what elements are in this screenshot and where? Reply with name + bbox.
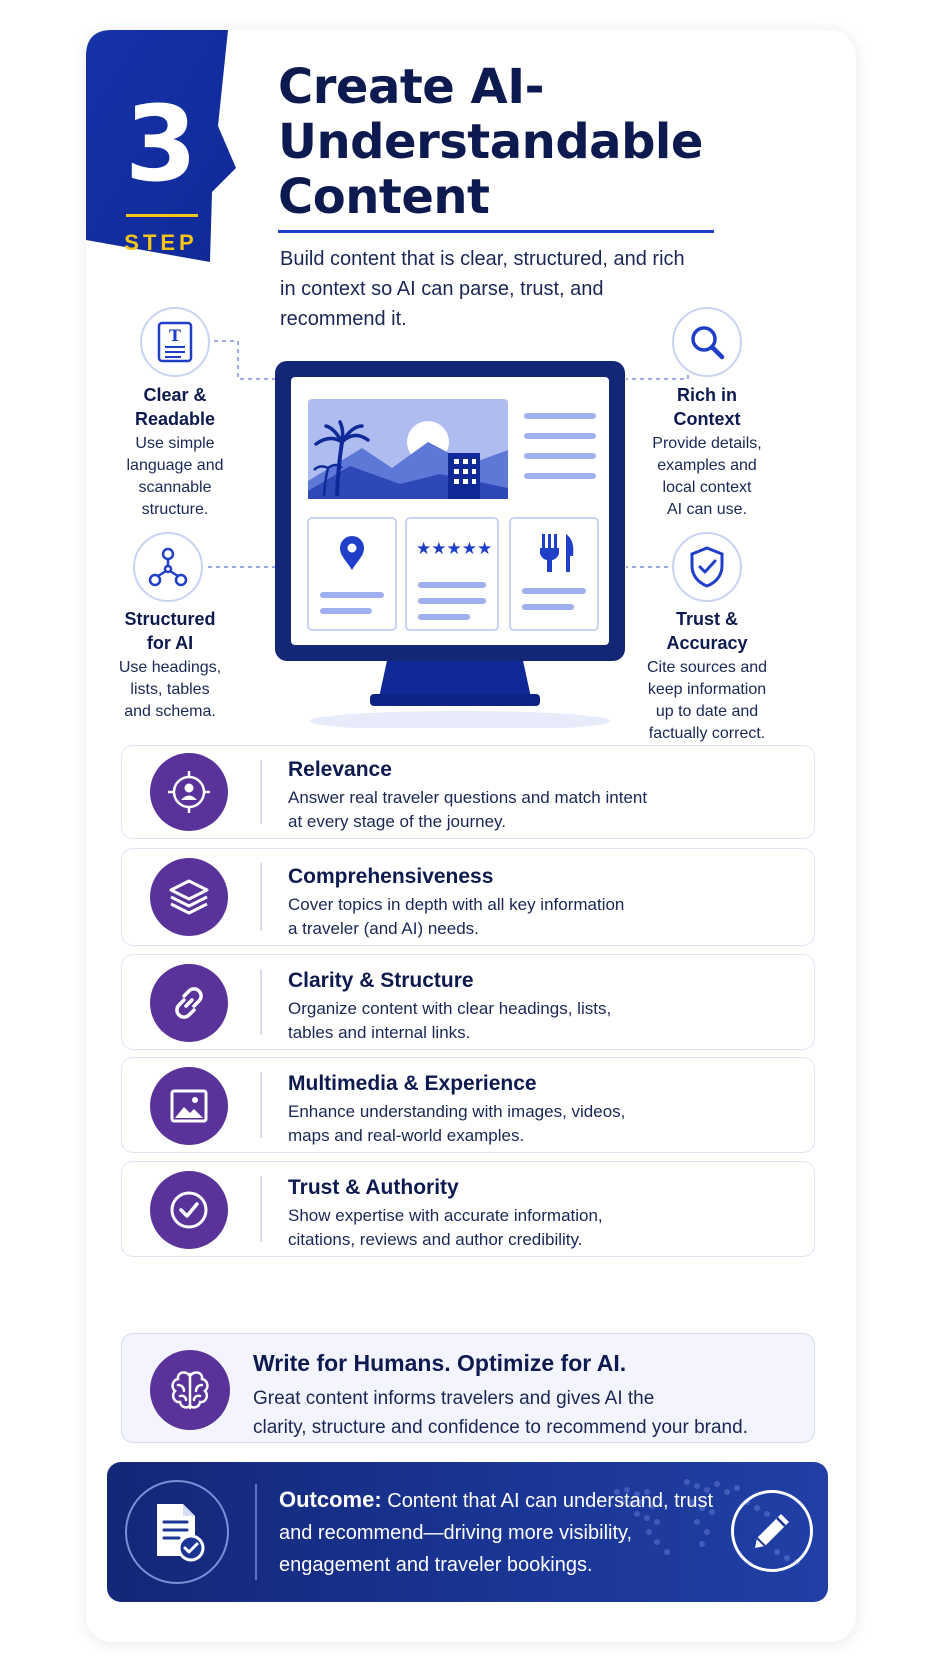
pencil-icon (731, 1490, 813, 1572)
feature-rich-desc (627, 433, 787, 521)
pillar-desc (288, 997, 798, 1045)
highlight-desc-line-1: Great content informs travelers and gives AI the (253, 1388, 655, 1409)
intro-line-1: Build content that is clear, structured, and rich (280, 248, 685, 270)
intro-line-2: in context so AI can parse, trust, and (280, 278, 604, 300)
monitor-illustration (270, 356, 630, 728)
pillar-row-clarity (121, 954, 815, 1050)
outcome-text-line-3: engagement and traveler bookings. (279, 1554, 593, 1576)
pillar-desc-line-1: Enhance understanding with images, videos, (288, 1102, 626, 1121)
pillar-desc-line-1: Show expertise with accurate information, (288, 1206, 603, 1225)
feature-clear-desc-3: scannable (138, 479, 212, 496)
svg-text:★★★★★: ★★★★★ (416, 539, 493, 559)
highlight-box (121, 1333, 815, 1443)
outcome-banner (107, 1462, 828, 1602)
check-circle-icon (150, 1171, 228, 1249)
pillar-desc-line-1: Cover topics in depth with all key information (288, 895, 625, 914)
pillar-row-comprehensiveness (121, 848, 815, 946)
svg-text:T: T (169, 326, 181, 345)
feature-structured-desc (90, 657, 250, 723)
pillar-desc-line-2: maps and real-world examples. (288, 1126, 525, 1145)
feature-structured-desc-3: and schema. (124, 703, 216, 720)
feature-structured-title-2: for AI (146, 633, 194, 653)
feature-trust-title-2: Accuracy (666, 633, 748, 653)
feature-rich-title-2: Context (673, 409, 741, 429)
shield-check-icon (672, 532, 742, 602)
feature-clear-desc-4: structure. (141, 501, 209, 518)
outcome-text-line-1: Content that AI can understand, trust (381, 1490, 714, 1512)
feature-trust-title (627, 607, 787, 655)
pillar-desc (288, 893, 798, 941)
outcome-text-line-2: and recommend—driving more visibility, (279, 1522, 633, 1544)
title-line-1: Create AI- (278, 59, 544, 115)
outcome-label: Outcome: (279, 1487, 382, 1512)
pillar-desc-line-2: citations, reviews and author credibility. (288, 1230, 583, 1249)
pillar-title: Relevance (288, 758, 392, 781)
title-line-3: Content (278, 169, 490, 225)
feature-rich-title (627, 383, 787, 431)
feature-trust-desc-4: factually correct. (648, 725, 766, 742)
row-divider (260, 760, 262, 824)
feature-rich-desc-4: AI can use. (666, 501, 748, 518)
feature-trust-desc-3: up to date and (655, 703, 759, 720)
pillar-row-trust (121, 1161, 815, 1257)
feature-trust-title-1: Trust & (675, 609, 738, 629)
feature-clear-desc-2: language and (126, 457, 224, 474)
pillar-title: Comprehensiveness (288, 865, 494, 888)
feature-rich-desc-1: Provide details, (652, 435, 762, 452)
feature-clear-title-1: Clear & (143, 385, 207, 405)
feature-structured-desc-2: lists, tables (130, 681, 210, 698)
feature-trust-desc-2: keep information (647, 681, 767, 698)
feature-structured-desc-1: Use headings, (118, 659, 222, 676)
pillar-title: Multimedia & Experience (288, 1072, 537, 1095)
pillar-title: Clarity & Structure (288, 969, 474, 992)
pillar-desc (288, 1204, 798, 1252)
pillar-desc-line-2: at every stage of the journey. (288, 812, 506, 831)
link-icon (150, 964, 228, 1042)
feature-clear-title-2: Readable (134, 409, 216, 429)
pillar-desc-line-1: Organize content with clear headings, lists, (288, 999, 612, 1018)
feature-clear-desc-1: Use simple (135, 435, 215, 452)
row-divider (260, 1072, 262, 1138)
pillar-row-multimedia (121, 1057, 815, 1153)
feature-rich-desc-2: examples and (657, 457, 757, 474)
row-divider (260, 863, 262, 931)
outcome-text (279, 1484, 739, 1581)
row-divider (260, 969, 262, 1035)
feature-structured-title-1: Structured (124, 609, 216, 629)
document-icon (140, 307, 210, 377)
feature-clear-desc (95, 433, 255, 521)
brain-icon (150, 1350, 230, 1430)
feature-rich-desc-3: local context (662, 479, 752, 496)
layers-icon (150, 858, 228, 936)
feature-trust-desc (627, 657, 787, 745)
hierarchy-icon (133, 532, 203, 602)
intro-line-3: recommend it. (280, 308, 407, 330)
document-check-icon (125, 1480, 229, 1584)
feature-structured-title (90, 607, 250, 655)
pillar-desc-line-2: tables and internal links. (288, 1023, 471, 1042)
step-label: STEP (124, 230, 198, 255)
search-icon (672, 307, 742, 377)
pillar-row-relevance (121, 745, 815, 839)
outcome-divider (255, 1484, 257, 1580)
feature-trust-desc-1: Cite sources and (646, 659, 768, 676)
row-divider (260, 1176, 262, 1242)
image-icon (150, 1067, 228, 1145)
pillar-desc (288, 1100, 798, 1148)
feature-clear-title (95, 383, 255, 431)
highlight-desc (253, 1384, 793, 1442)
pillar-desc-line-1: Answer real traveler questions and match intent (288, 788, 648, 807)
highlight-title: Write for Humans. Optimize for AI. (253, 1350, 627, 1376)
pillar-desc (288, 786, 798, 834)
feature-rich-title-1: Rich in (676, 385, 737, 405)
title-line-2: Understandable (278, 114, 703, 170)
target-user-icon (150, 753, 228, 831)
step-number: 3 (124, 83, 198, 205)
highlight-desc-line-2: clarity, structure and confidence to recommend your brand. (253, 1417, 748, 1438)
pillar-title: Trust & Authority (288, 1176, 459, 1199)
pillar-desc-line-2: a traveler (and AI) needs. (288, 919, 479, 938)
